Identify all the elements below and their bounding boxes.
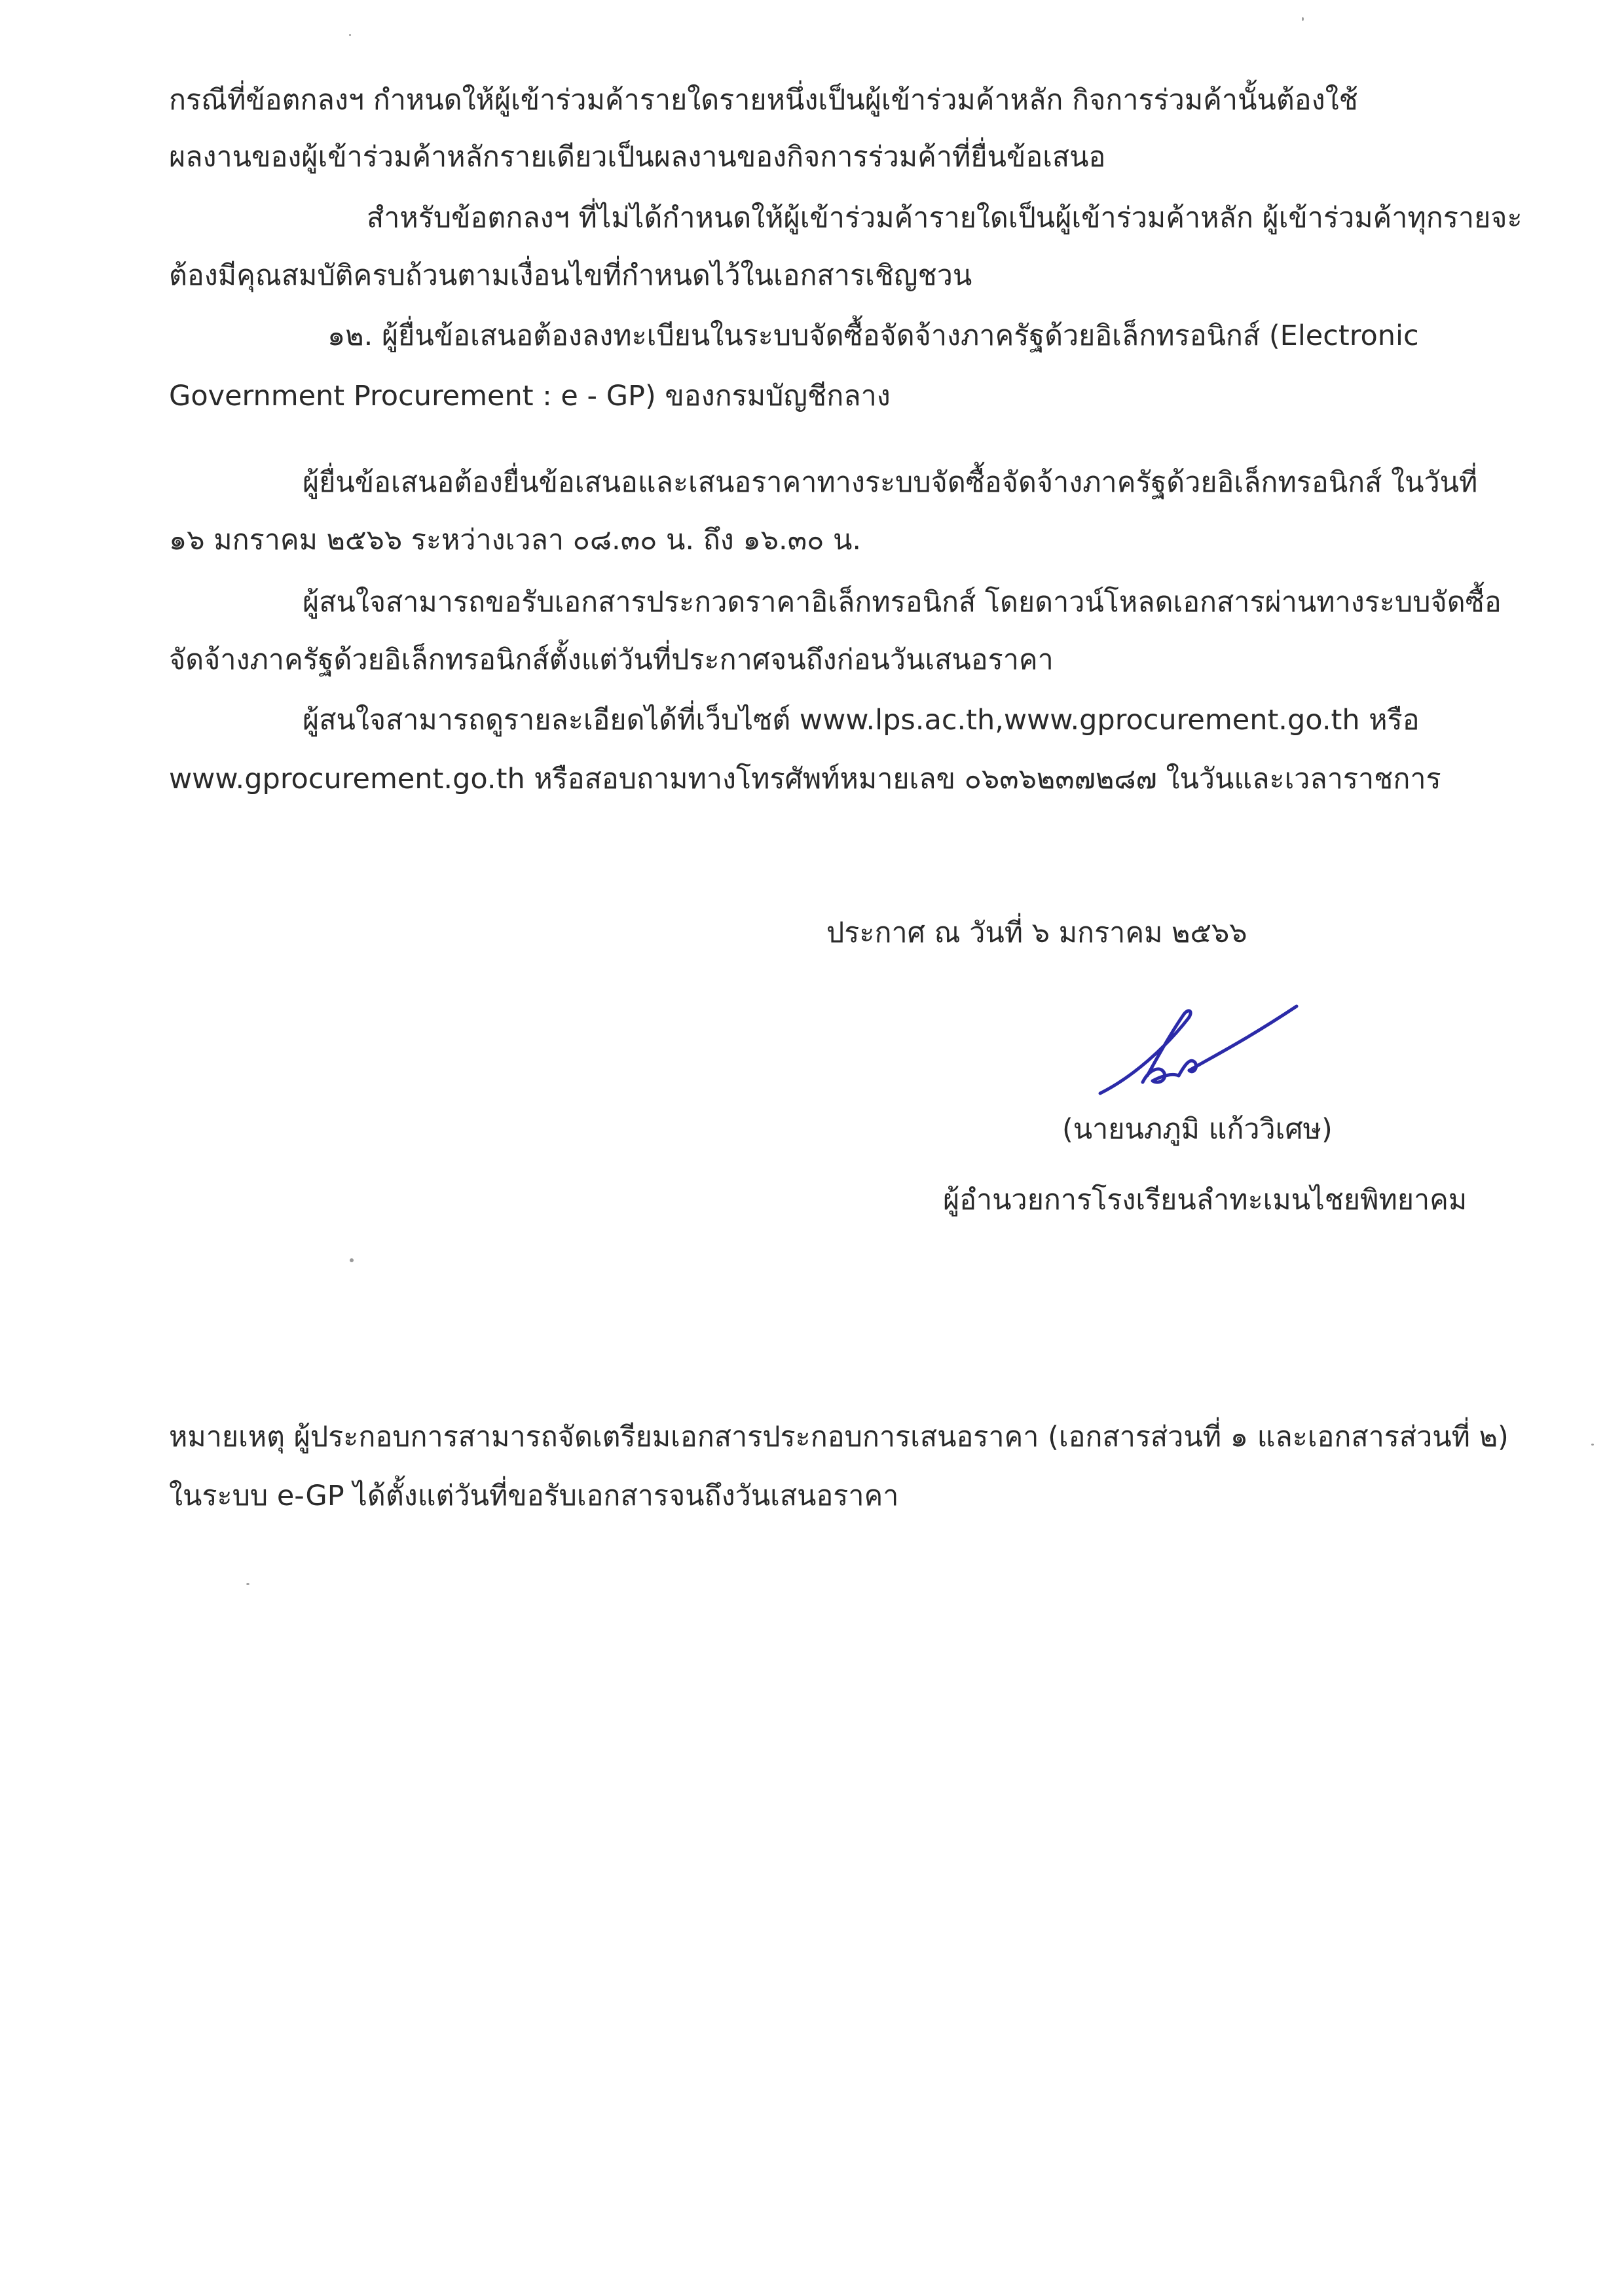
note-line2: ในระบบ e-GP ได้ตั้งแต่วันที่ขอรับเอกสารจนถึงวันเสนอราคา — [169, 1480, 899, 1512]
note-line1: หมายเหตุ ผู้ประกอบการสามารถจัดเตรียมเอกสารประกอบการเสนอราคา (เอกสารส่วนที่ ๑ และเอกสารส่วนที่ ๒) — [169, 1421, 1509, 1453]
para-contact-line2: www.gprocurement.go.th หรือสอบถามทางโทรศัพท์หมายเลข ๐๖๓๖๒๓๗๒๘๗ ในวันและเวลาราชการ — [169, 763, 1441, 795]
announce-date: ประกาศ ณ วันที่ ๖ มกราคม ๒๕๖๖ — [826, 917, 1247, 949]
para-lead-partner-line2: ผลงานของผู้เข้าร่วมค้าหลักรายเดียวเป็นผลงานของกิจการร่วมค้าที่ยื่นข้อเสนอ — [169, 141, 1106, 173]
scan-speck — [349, 34, 351, 36]
item-12-line2: Government Procurement : e - GP) ของกรมบัญชีกลาง — [169, 380, 891, 412]
scan-speck — [1591, 1444, 1594, 1446]
para-submission-line2: ๑๖ มกราคม ๒๕๖๖ ระหว่างเวลา ๐๘.๓๐ น. ถึง ๑๖.๓๐ น. — [169, 524, 862, 556]
signature-stroke-4 — [1189, 1006, 1297, 1070]
para-contact-line1: ผู้สนใจสามารถดูรายละเอียดได้ที่เว็บไซต์ www.lps.ac.th,www.gprocurement.go.th หรือ — [303, 704, 1420, 737]
signature-stroke-1 — [1100, 1011, 1190, 1093]
signer-title: ผู้อำนวยการโรงเรียนลำทะเมนไชยพิทยาคม — [943, 1184, 1467, 1216]
para-lead-partner-line1: กรณีที่ข้อตกลงฯ กำหนดให้ผู้เข้าร่วมค้ารายใดรายหนึ่งเป็นผู้เข้าร่วมค้าหลัก กิจการร่วมค้านั้นต้องใช้ — [169, 84, 1358, 117]
para-no-lead-line2: ต้องมีคุณสมบัติครบถ้วนตามเงื่อนไขที่กำหนดไว้ในเอกสารเชิญชวน — [169, 259, 972, 292]
scan-speck — [350, 1258, 354, 1262]
para-download-line2: จัดจ้างภาครัฐด้วยอิเล็กทรอนิกส์ตั้งแต่วันที่ประกาศจนถึงก่อนวันเสนอราคา — [169, 644, 1054, 676]
para-no-lead-line1: สำหรับข้อตกลงฯ ที่ไม่ได้กำหนดให้ผู้เข้าร่วมค้ารายใดเป็นผู้เข้าร่วมค้าหลัก ผู้เข้าร่วมค้าทุกรายจะ — [367, 202, 1522, 234]
signature-image — [1074, 992, 1310, 1110]
item-12-line1: ๑๒. ผู้ยื่นข้อเสนอต้องลงทะเบียนในระบบจัดซื้อจัดจ้างภาครัฐด้วยอิเล็กทรอนิกส์ (Electronic — [327, 319, 1419, 352]
scan-speck — [246, 1583, 249, 1585]
para-download-line1: ผู้สนใจสามารถขอรับเอกสารประกวดราคาอิเล็กทรอนิกส์ โดยดาวน์โหลดเอกสารผ่านทางระบบจัดซื้อ — [303, 586, 1502, 619]
para-submission-line1: ผู้ยื่นข้อเสนอต้องยื่นข้อเสนอและเสนอราคาทางระบบจัดซื้อจัดจ้างภาครัฐด้วยอิเล็กทรอนิกส์ ในวันที่ — [303, 466, 1478, 499]
signer-name: (นายนภภูมิ แก้ววิเศษ) — [1062, 1113, 1333, 1146]
scan-speck — [1302, 17, 1304, 21]
